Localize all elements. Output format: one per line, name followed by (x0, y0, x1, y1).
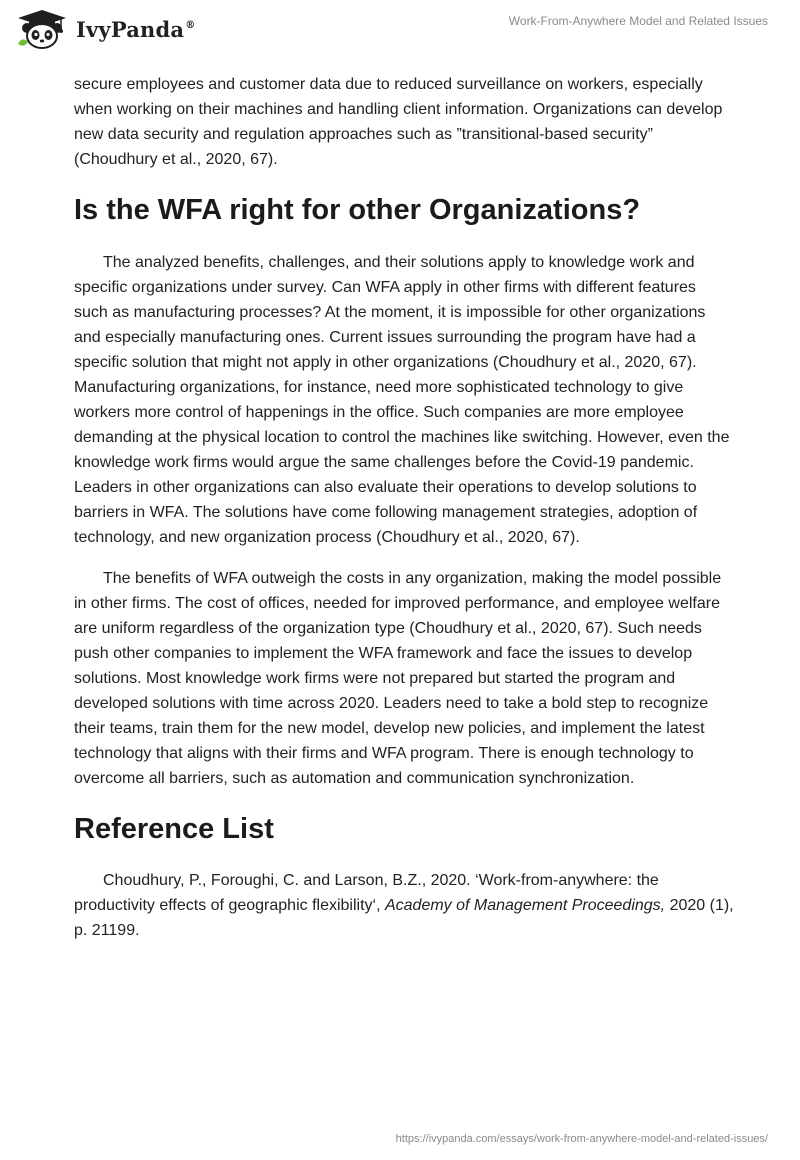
reference-list-heading: Reference List (74, 813, 274, 845)
panda-graduate-icon (14, 8, 70, 50)
running-title: Work-From-Anywhere Model and Related Issues (508, 14, 768, 28)
body-paragraph: The analyzed benefits, challenges, and their solutions apply to knowledge work and specific organizations under survey. Can WFA apply in other firms with different features such as manufacturing processes? At the moment, it is impossible for other organizations and especially manufacturing ones. Current issues surrounding the program have had a specific solution that might not apply in other organizations (Choudhury et al., 2020, 67). Manufacturing organizations, for instance, need more sophisticated technology to give workers more control of happenings in the office. Such companies are more employee demanding at the physical location to control the machines like switching. However, even the knowledge work firms would argue the same challenges before the Covid-19 pandemic. Leaders in other organizations can also evaluate their operations to develop solutions to barriers in WFA. The solutions have come following management strategies, adoption of technology, and new organization process (Choudhury et al., 2020, 67). (74, 254, 730, 546)
ivypanda-logo[interactable] (14, 8, 195, 50)
body-paragraph: The benefits of WFA outweigh the costs in any organization, making the model possible in other firms. The cost of offices, needed for improved performance, and employee welfare are uniform regardless of the organization type (Choudhury et al., 2020, 67). Such needs push other companies to implement the WFA framework and face the issues to develop solutions. Most knowledge work firms were not prepared but started the program and developed solutions with time across 2020. Leaders need to take a bold step to recognize their teams, train them for the new model, develop new policies, and implement the latest technology that aligns with their firms and WFA program. There is enough technology to overcome all barriers, such as automation and communication synchronization. (74, 570, 722, 787)
brand-name: IvyPanda® (76, 16, 196, 42)
essay-body (74, 70, 734, 943)
page-header (0, 0, 800, 60)
journal-title: Academy of Management Proceedings, (384, 897, 666, 914)
section-heading-wfa: Is the WFA right for other Organizations? (74, 194, 641, 226)
reference-entry: Choudhury, P., Foroughi, C. and Larson, B.Z., 2020. ‘Work-from-anywhere: the productivity effects of geographic flexibility‘, Academy of Management Proceedings, 2020 (1), p. 21199. (74, 872, 734, 939)
source-url[interactable]: https://ivypanda.com/essays/work-from-anywhere-model-and-related-issues/ (395, 1133, 768, 1145)
intro-paragraph: secure employees and customer data due to reduced surveillance on workers, especially when working on their machines and handling client information. Organizations can develop new data security and regulation approaches such as ”transitional-based security” (Choudhury et al., 2020, 67). (74, 76, 723, 168)
